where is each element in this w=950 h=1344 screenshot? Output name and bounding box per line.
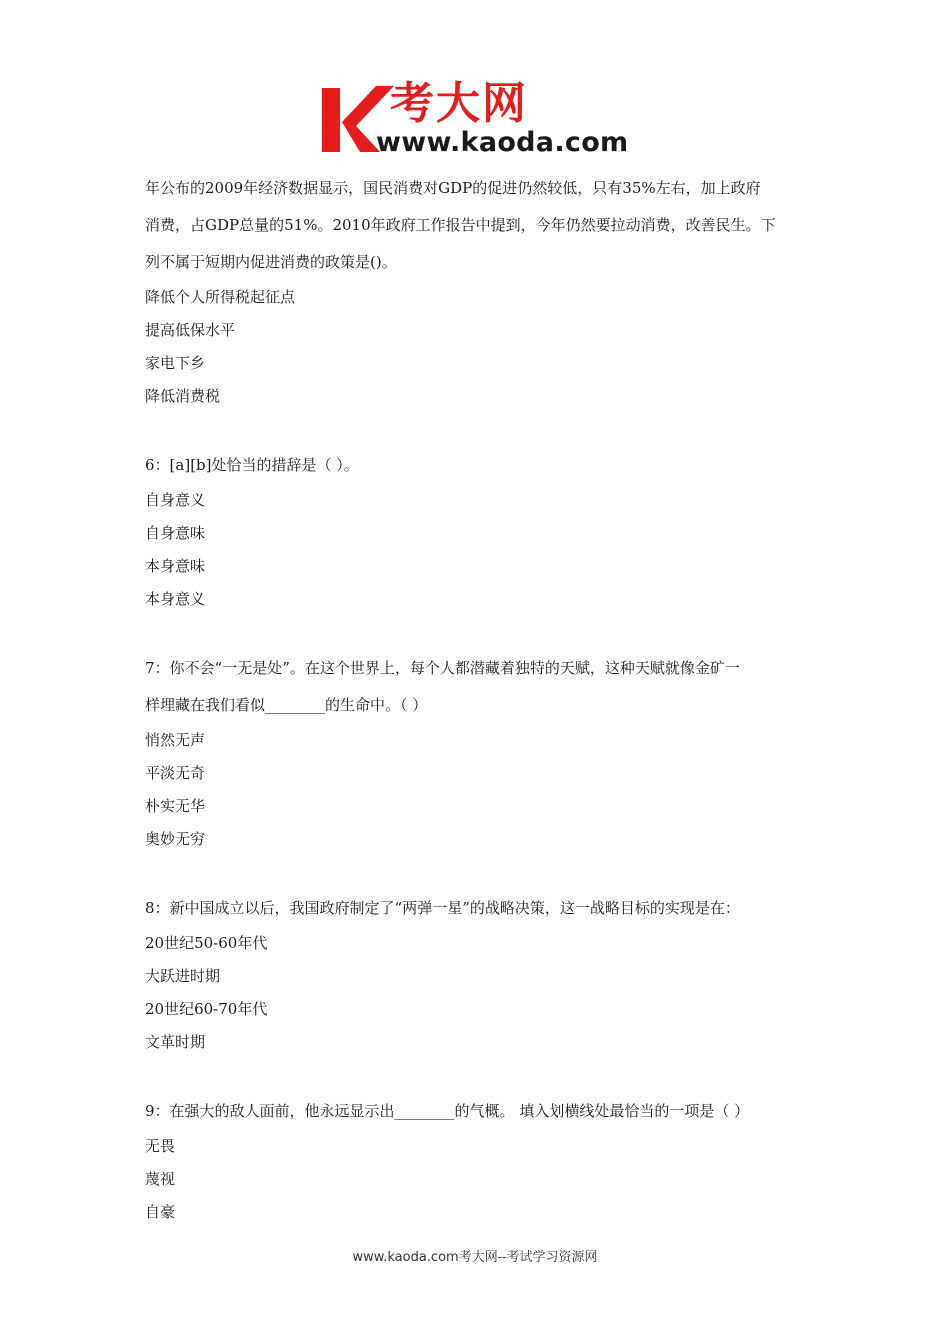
page-footer [0,1246,950,1265]
option: 本身意义 [145,590,206,608]
option: 平淡无奇 [145,764,206,782]
document-body [145,170,810,1229]
question-8 [145,890,810,1059]
footer-site-link[interactable]: www.kaoda.com [352,1250,459,1265]
question-7 [145,650,810,856]
option: 大跃进时期 [145,967,221,985]
intro-line: 列不属于短期内促进消费的政策是()。 [145,253,397,271]
footer-text: 考大网--考试学习资源网 [458,1250,598,1265]
option: 朴实无华 [145,797,206,815]
option: 20世纪60-70年代 [145,1000,268,1018]
question-text: 6：[a][b]处恰当的措辞是（ ）。 [145,456,359,474]
option: 提高低保水平 [145,321,236,339]
option: 降低消费税 [145,387,221,405]
question-text: 7：你不会“一无是处”。在这个世界上，每个人都潜藏着独特的天赋，这种天赋就像金矿一 [145,659,740,677]
option: 降低个人所得税起征点 [145,288,296,306]
option: 本身意味 [145,557,206,575]
option: 文革时期 [145,1033,206,1051]
question-text: 9：在强大的敌人面前，他永远显示出________的气概。 填入划横线处最恰当的一项是（ ） [145,1102,750,1120]
option: 悄然无声 [145,731,206,749]
logo-chinese-name: 考大网 [390,78,528,129]
intro-line: 消费，占GDP总量的51%。2010年政府工作报告中提到，今年仍然要拉动消费，改善民生。下 [145,216,776,234]
option: 家电下乡 [145,354,206,372]
question-text: 8：新中国成立以后，我国政府制定了“两弹一星”的战略决策，这一战略目标的实现是在： [145,899,740,917]
option: 自身意味 [145,524,206,542]
intro-line: 年公布的2009年经济数据显示，国民消费对GDP的促进仍然较低，只有35%左右，加上政府 [145,179,761,197]
option: 20世纪50-60年代 [145,934,268,952]
kaoda-logo [318,78,648,160]
intro-question [145,170,810,413]
question-6 [145,447,810,616]
option: 奥妙无穷 [145,830,206,848]
option: 无畏 [145,1137,176,1155]
logo-url: www.kaoda.com [376,127,629,158]
option: 自豪 [145,1203,176,1221]
question-text: 样埋藏在我们看似________的生命中。（ ） [145,696,428,714]
option: 蔑视 [145,1170,176,1188]
option: 自身意义 [145,491,206,509]
question-9 [145,1093,810,1229]
